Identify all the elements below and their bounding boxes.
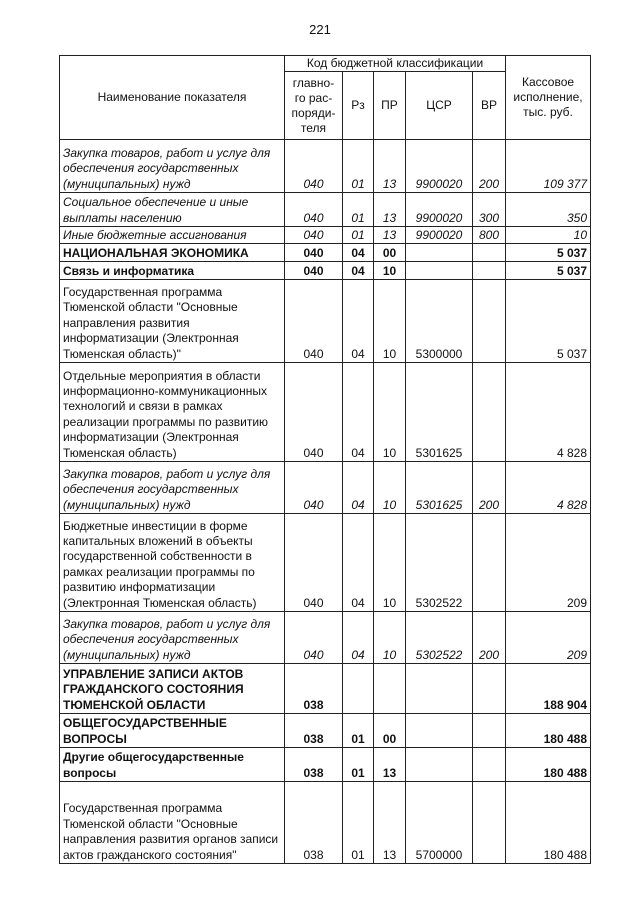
cell-vr <box>473 748 506 782</box>
cell-vr: 300 <box>473 193 506 227</box>
header-budget-classification-code: Код бюджетной классификации <box>285 56 506 72</box>
cell-vr <box>473 782 506 864</box>
cell-csr: 5700000 <box>406 782 473 864</box>
cell-indicator-name: Связь и информатика <box>60 262 285 280</box>
cell-indicator-name: Отдельные мероприятия в области информационно-коммуникационных технологий и связи в рамках реализации программы по развитию информатизации (Электронная Тюменская область) <box>60 363 285 462</box>
cell-indicator-name: Государственная программа Тюменской области "Основные направления развития органов записи актов гражданского состояния" <box>60 782 285 864</box>
cell-amount: 4 828 <box>506 363 591 462</box>
cell-main-manager-code: 040 <box>285 612 343 664</box>
cell-indicator-name: Закупка товаров, работ и услуг для обеспечения государственных (муниципальных) нужд <box>60 462 285 514</box>
cell-amount: 180 488 <box>506 714 591 748</box>
cell-vr: 800 <box>473 227 506 244</box>
table-row <box>60 748 591 782</box>
cell-main-manager-code: 038 <box>285 664 343 714</box>
header-cash-execution: Кассовое исполнение, тыс. руб. <box>506 56 591 140</box>
cell-csr <box>406 664 473 714</box>
cell-main-manager-code: 038 <box>285 782 343 864</box>
cell-main-manager-code: 040 <box>285 262 343 280</box>
page-number: 221 <box>309 22 331 37</box>
cell-pr: 10 <box>374 363 406 462</box>
cell-main-manager-code: 040 <box>285 244 343 262</box>
cell-csr: 9900020 <box>406 140 473 193</box>
budget-execution-table <box>59 55 591 864</box>
cell-rz: 04 <box>343 514 374 612</box>
table-row <box>60 514 591 612</box>
cell-pr: 13 <box>374 748 406 782</box>
cell-rz: 04 <box>343 244 374 262</box>
header-vr: ВР <box>473 72 506 140</box>
table-row <box>60 664 591 714</box>
cell-indicator-name: Бюджетные инвестиции в форме капитальных вложений в объекты государственной собственности в рамках реализации программы по развитию информатизации (Электронная Тюменская область) <box>60 514 285 612</box>
cell-main-manager-code: 038 <box>285 714 343 748</box>
cell-main-manager-code: 040 <box>285 280 343 363</box>
cell-vr <box>473 664 506 714</box>
cell-csr: 5301625 <box>406 363 473 462</box>
header-main-manager: главно-го рас-поряди-теля <box>285 72 343 140</box>
table-row <box>60 363 591 462</box>
cell-amount: 10 <box>506 227 591 244</box>
cell-indicator-name: Иные бюджетные ассигнования <box>60 227 285 244</box>
cell-pr: 10 <box>374 514 406 612</box>
cell-csr: 5301625 <box>406 462 473 514</box>
cell-rz <box>343 664 374 714</box>
table-body <box>60 140 591 864</box>
cell-amount: 180 488 <box>506 782 591 864</box>
cell-indicator-name: Социальное обеспечение и иные выплаты населению <box>60 193 285 227</box>
cell-pr: 10 <box>374 612 406 664</box>
cell-rz: 04 <box>343 262 374 280</box>
cell-main-manager-code: 040 <box>285 140 343 193</box>
cell-csr: 9900020 <box>406 193 473 227</box>
cell-indicator-name: НАЦИОНАЛЬНАЯ ЭКОНОМИКА <box>60 244 285 262</box>
cell-csr: 5302522 <box>406 514 473 612</box>
cell-rz: 04 <box>343 280 374 363</box>
cell-rz: 01 <box>343 193 374 227</box>
cell-pr: 10 <box>374 262 406 280</box>
cell-main-manager-code: 040 <box>285 514 343 612</box>
table-row <box>60 462 591 514</box>
cell-vr <box>473 714 506 748</box>
cell-main-manager-code: 040 <box>285 227 343 244</box>
cell-main-manager-code: 040 <box>285 363 343 462</box>
cell-vr <box>473 262 506 280</box>
cell-pr: 00 <box>374 714 406 748</box>
cell-vr <box>473 363 506 462</box>
cell-csr <box>406 244 473 262</box>
cell-csr <box>406 748 473 782</box>
table-row <box>60 280 591 363</box>
cell-amount: 4 828 <box>506 462 591 514</box>
cell-main-manager-code: 040 <box>285 462 343 514</box>
cell-amount: 5 037 <box>506 280 591 363</box>
header-pr: ПР <box>374 72 406 140</box>
cell-indicator-name: Другие общегосударственные вопросы <box>60 748 285 782</box>
cell-rz: 01 <box>343 140 374 193</box>
cell-csr: 5302522 <box>406 612 473 664</box>
cell-vr: 200 <box>473 612 506 664</box>
header-rz: Рз <box>343 72 374 140</box>
cell-main-manager-code: 040 <box>285 193 343 227</box>
cell-pr: 10 <box>374 462 406 514</box>
cell-vr: 200 <box>473 140 506 193</box>
cell-amount: 188 904 <box>506 664 591 714</box>
table-row <box>60 193 591 227</box>
cell-csr <box>406 262 473 280</box>
cell-amount: 350 <box>506 193 591 227</box>
table-row <box>60 714 591 748</box>
cell-csr <box>406 714 473 748</box>
cell-pr: 13 <box>374 193 406 227</box>
cell-pr: 13 <box>374 227 406 244</box>
header-csr: ЦСР <box>406 72 473 140</box>
cell-pr: 13 <box>374 140 406 193</box>
cell-pr <box>374 664 406 714</box>
cell-rz: 01 <box>343 227 374 244</box>
cell-csr: 5300000 <box>406 280 473 363</box>
table-row <box>60 782 591 864</box>
cell-vr <box>473 514 506 612</box>
cell-vr: 200 <box>473 462 506 514</box>
cell-amount: 180 488 <box>506 748 591 782</box>
cell-amount: 5 037 <box>506 244 591 262</box>
header-indicator-name: Наименование показателя <box>60 56 285 140</box>
cell-rz: 04 <box>343 462 374 514</box>
cell-csr: 9900020 <box>406 227 473 244</box>
cell-rz: 04 <box>343 363 374 462</box>
cell-rz: 01 <box>343 714 374 748</box>
table-row <box>60 262 591 280</box>
cell-indicator-name: Государственная программа Тюменской области "Основные направления развития информатизации (Электронная Тюменская область)" <box>60 280 285 363</box>
cell-indicator-name: Закупка товаров, работ и услуг для обеспечения государственных (муниципальных) нужд <box>60 140 285 193</box>
table-row <box>60 227 591 244</box>
cell-main-manager-code: 038 <box>285 748 343 782</box>
table-row <box>60 612 591 664</box>
cell-rz: 01 <box>343 748 374 782</box>
cell-indicator-name: УПРАВЛЕНИЕ ЗАПИСИ АКТОВ ГРАЖДАНСКОГО СОСТОЯНИЯ ТЮМЕНСКОЙ ОБЛАСТИ <box>60 664 285 714</box>
cell-pr: 00 <box>374 244 406 262</box>
cell-amount: 109 377 <box>506 140 591 193</box>
cell-indicator-name: ОБЩЕГОСУДАРСТВЕННЫЕ ВОПРОСЫ <box>60 714 285 748</box>
cell-pr: 13 <box>374 782 406 864</box>
cell-rz: 04 <box>343 612 374 664</box>
cell-pr: 10 <box>374 280 406 363</box>
cell-amount: 209 <box>506 514 591 612</box>
cell-indicator-name: Закупка товаров, работ и услуг для обеспечения государственных (муниципальных) нужд <box>60 612 285 664</box>
table-row <box>60 244 591 262</box>
cell-vr <box>473 280 506 363</box>
cell-vr <box>473 244 506 262</box>
cell-rz: 01 <box>343 782 374 864</box>
cell-amount: 209 <box>506 612 591 664</box>
cell-amount: 5 037 <box>506 262 591 280</box>
table-row <box>60 140 591 193</box>
